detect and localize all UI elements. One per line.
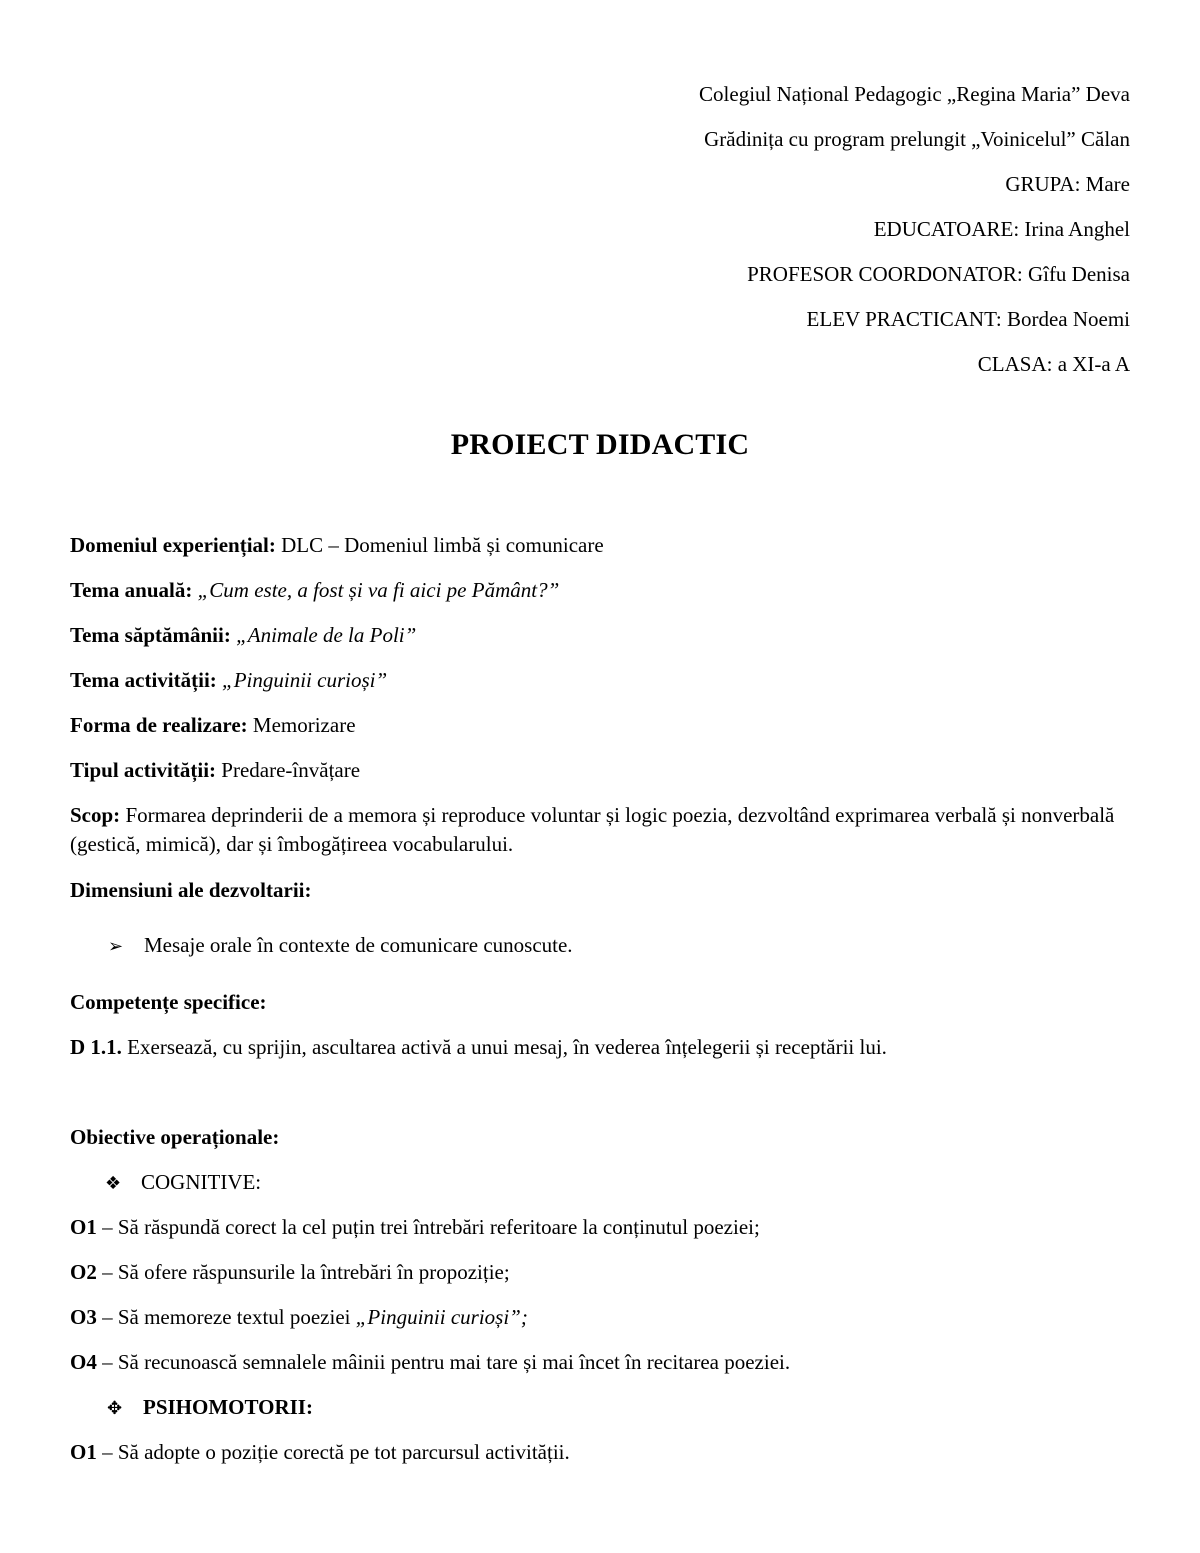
- objective-code: O1: [70, 1215, 97, 1239]
- field-domeniul: [70, 531, 604, 559]
- arrow-bullet-icon: ➢: [108, 936, 124, 957]
- field-label: Tema anuală:: [70, 578, 193, 602]
- header-line-kindergarten: Grădinița cu program prelungit „Voinicelul” Călan: [704, 127, 1130, 151]
- field-value: Memorizare: [247, 713, 356, 737]
- header-line-college: Colegiul Național Pedagogic „Regina Maria” Deva: [699, 82, 1130, 106]
- competente-heading: Competențe specifice:: [70, 990, 267, 1014]
- dimensiuni-bullet-item: [108, 931, 573, 961]
- field-label: Tipul activității:: [70, 758, 217, 782]
- header-line-class: CLASA: a XI-a A: [977, 352, 1130, 376]
- objective-item: [70, 1258, 510, 1286]
- psihomotorii-label: PSIHOMOTORII:: [143, 1395, 313, 1419]
- objective-text: – Să răspundă corect la cel puțin trei întrebări referitoare la conținutul poeziei;: [96, 1215, 760, 1239]
- field-tema-saptamanii: [70, 621, 416, 649]
- competenta-item: [70, 1033, 887, 1061]
- objective-text: – Să adopte o poziție corectă pe tot parcursul activității.: [96, 1440, 570, 1464]
- objective-item: [70, 1348, 790, 1376]
- field-value: „Animale de la Poli”: [230, 623, 417, 647]
- obiective-heading: Obiective operaționale:: [70, 1125, 280, 1149]
- field-label: Domeniul experiențial:: [70, 533, 276, 557]
- field-value: „Cum este, a fost și va fi aici pe Pământ?”: [192, 578, 560, 602]
- competenta-text: Exersează, cu sprijin, ascultarea activă a unui mesaj, în vederea înțelegerii și receptării lui.: [121, 1035, 887, 1059]
- objective-text: – Să recunoască semnalele mâinii pentru mai tare și mai încet în recitarea poeziei.: [96, 1350, 791, 1374]
- dimensiuni-heading: Dimensiuni ale dezvoltarii:: [70, 878, 312, 902]
- header-block: [699, 72, 1130, 387]
- diamond-bullet-icon: ❖: [105, 1173, 122, 1194]
- field-value: Formarea deprinderii de a memora și reproduce voluntar și logic poezia, dezvoltând exprimarea verbală și nonverbală (gestică, mimică), dar și îmbogățireea vocabularului.: [70, 803, 1115, 856]
- document-title: PROIECT DIDACTIC: [450, 428, 750, 461]
- field-tipul-activitatii: [70, 756, 360, 784]
- psihomotorii-subheading: [107, 1393, 313, 1423]
- objective-code: O4: [70, 1350, 97, 1374]
- four-star-bullet-icon: ✥: [107, 1398, 123, 1419]
- cognitive-label: COGNITIVE:: [141, 1170, 262, 1194]
- competenta-code: D 1.1.: [70, 1035, 122, 1059]
- field-forma-realizare: [70, 711, 356, 739]
- objective-code: O3: [70, 1305, 97, 1329]
- cognitive-subheading: [105, 1168, 261, 1198]
- objective-code: O2: [70, 1260, 97, 1284]
- objective-item: [70, 1213, 760, 1241]
- header-line-group: GRUPA: Mare: [1005, 172, 1130, 196]
- field-value: „Pinguinii curioși”: [216, 668, 388, 692]
- objective-text: – Să ofere răspunsurile la întrebări în propoziție;: [96, 1260, 510, 1284]
- field-label: Forma de realizare:: [70, 713, 248, 737]
- objective-item: [70, 1303, 528, 1331]
- bullet-text: Mesaje orale în contexte de comunicare cunoscute.: [144, 933, 573, 957]
- field-label: Tema activității:: [70, 668, 217, 692]
- field-tema-activitatii: [70, 666, 387, 694]
- field-value: DLC – Domeniul limbă și comunicare: [275, 533, 604, 557]
- header-line-educator: EDUCATOARE: Irina Anghel: [873, 217, 1130, 241]
- objective-poem-title: „Pinguinii curioși”;: [355, 1305, 528, 1329]
- field-tema-anuala: [70, 576, 559, 604]
- header-line-coordinator: PROFESOR COORDONATOR: Gîfu Denisa: [747, 262, 1130, 286]
- field-value: Predare-învățare: [216, 758, 361, 782]
- objective-code: O1: [70, 1440, 97, 1464]
- header-line-student: ELEV PRACTICANT: Bordea Noemi: [806, 307, 1130, 331]
- objective-item: [70, 1438, 570, 1466]
- field-scop: [70, 801, 1130, 859]
- objective-text: – Să memoreze textul poeziei: [96, 1305, 356, 1329]
- field-label: Tema săptămânii:: [70, 623, 231, 647]
- field-label: Scop:: [70, 803, 121, 827]
